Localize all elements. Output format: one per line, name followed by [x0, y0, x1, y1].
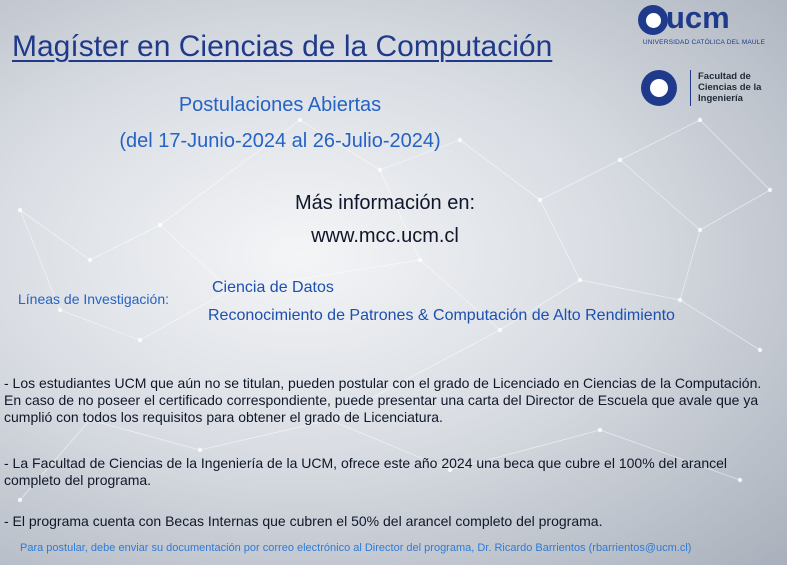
note-beca-100: - La Facultad de Ciencias de la Ingeniería de la UCM, ofrece este año 2024 una beca que cubre el 100% del arancel completo del programa.: [4, 455, 728, 488]
facultad-line-2: Ciencias de la: [698, 82, 762, 93]
postulaciones-heading: Postulaciones Abiertas: [178, 94, 382, 116]
facultad-line-3: Ingeniería: [698, 93, 743, 104]
info-url-link[interactable]: www.mcc.ucm.cl: [311, 225, 459, 247]
facultad-line-1: Facultad de: [698, 71, 751, 82]
note-licenciado: - Los estudiantes UCM que aún no se titulan, pueden postular con el grado de Licenciado en Ciencias de la Computación. En caso de no poseer el certificado correspondiente, puede presentar una carta del Director de Escuela que avale que ya cumplió con todos los requisitos para obtener el grado de Licenciatura.: [4, 375, 762, 425]
linea-item-reconocimiento: Reconocimiento de Patrones & Computación de Alto Rendimiento: [208, 307, 675, 324]
facultad-name: [698, 71, 761, 104]
lineas-label: Líneas de Investigación:: [18, 291, 169, 307]
ucm-subtitle: UNIVERSIDAD CATÓLICA DEL MAULE: [642, 39, 766, 46]
linea-item-ciencia-datos: Ciencia de Datos: [212, 279, 334, 296]
ucm-wordmark: ucm: [666, 0, 730, 35]
info-heading: Más información en:: [294, 192, 476, 214]
facultad-divider: [690, 70, 691, 106]
facultad-shield-icon: [641, 70, 677, 106]
note-becas-internas: - El programa cuenta con Becas Internas que cubren el 50% del arancel completo del programa.: [4, 513, 603, 529]
page-title: Magíster en Ciencias de la Computación: [12, 30, 553, 63]
footer-contact: Para postular, debe enviar su documentación por correo electrónico al Director del programa, Dr. Ricardo Barrientos (rbarrientos@ucm.cl): [20, 542, 692, 554]
postulaciones-dates: (del 17-Junio-2024 al 26-Julio-2024): [119, 130, 441, 152]
ucm-shield-icon: [638, 5, 668, 35]
